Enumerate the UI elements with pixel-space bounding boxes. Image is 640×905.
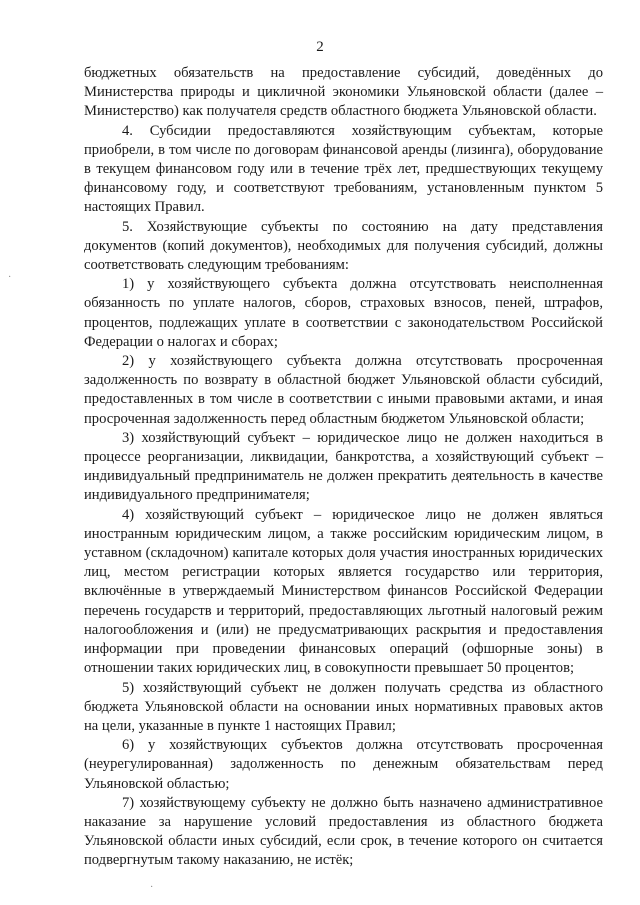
subitem-4: 4) хозяйствующий субъект – юридическое лицо не должен являться иностранным юридическим лицом, а также российским юридическим лицом, в уставном (складочном) капитале которых доля участия иностранных юридических лиц, местом регистрации которых является государство или территория, включённые в утверждаемый Министерством финансов Российской Федерации перечень государств и территорий, предоставляющих льготный налоговый режим налогообложения и (или) не предусматривающих раскрытия и предоставления информации при проведении финансовых операций (офшорные зоны) в отношении таких юридических лиц, в совокупности превышает 50 процентов; xyxy=(84,506,603,677)
subitem-5: 5) хозяйствующий субъект не должен получать средства из областного бюджета Ульяновской области на основании иных нормативных правовых актов на цели, указанные в пункте 1 настоящих Правил; xyxy=(84,679,603,734)
document-body xyxy=(84,64,603,871)
subitem-3: 3) хозяйствующий субъект – юридическое лицо не должен находиться в процессе реорганизации, ликвидации, банкротства, а хозяйствующий субъект – индивидуальный предприниматель не должен прекратить деятельность в качестве индивидуального предпринимателя; xyxy=(84,429,603,504)
page-number: 2 xyxy=(316,39,324,55)
subitem-7: 7) хозяйствующему субъекту не должно быть назначено административное наказание за нарушение условий предоставления из областного бюджета Ульяновской области иных субсидий, если срок, в течение которого он считается подвергнутым такому наказанию, не истёк; xyxy=(84,794,603,869)
subitem-2: 2) у хозяйствующего субъекта должна отсутствовать просроченная задолженность по возврату в областной бюджет Ульяновской области субсидий, предоставленных в том числе в соответствии с иными правовыми актами, и иная просроченная задолженность перед областным бюджетом Ульяновской области; xyxy=(84,353,603,427)
paragraph-continuation: бюджетных обязательств на предоставление субсидий, доведённых до Министерства природы и цикличной экономики Ульяновской области (далее – Министерство) как получателя средств областного бюджета Ульяновской области. xyxy=(84,65,603,120)
paragraph-item-4: 4. Субсидии предоставляются хозяйствующим субъектам, которые приобрели, в том числе по договорам финансовой аренды (лизинга), оборудование в текущем финансовом году или в течение трёх лет, предшествующих текущему финансовому году, и соответствуют требованиям, установленным пунктом 5 настоящих Правил. xyxy=(84,122,603,216)
scan-speck: · xyxy=(150,882,154,893)
subitem-6: 6) у хозяйствующих субъектов должна отсутствовать просроченная (неурегулированная) задолженность по денежным обязательствам перед Ульяновской областью; xyxy=(84,737,603,792)
paragraph-item-5: 5. Хозяйствующие субъекты по состоянию на дату представления документов (копий документов), необходимых для получения субсидий, должны соответствовать следующим требованиям: xyxy=(84,218,603,274)
subitem-1: 1) у хозяйствующего субъекта должна отсутствовать неисполненная обязанность по уплате налогов, сборов, страховых взносов, пеней, штрафов, процентов, подлежащих уплате в соответствии с законодательством Российской Федерации о налогах и сборах; xyxy=(84,276,603,350)
scan-speck: · xyxy=(8,272,12,283)
